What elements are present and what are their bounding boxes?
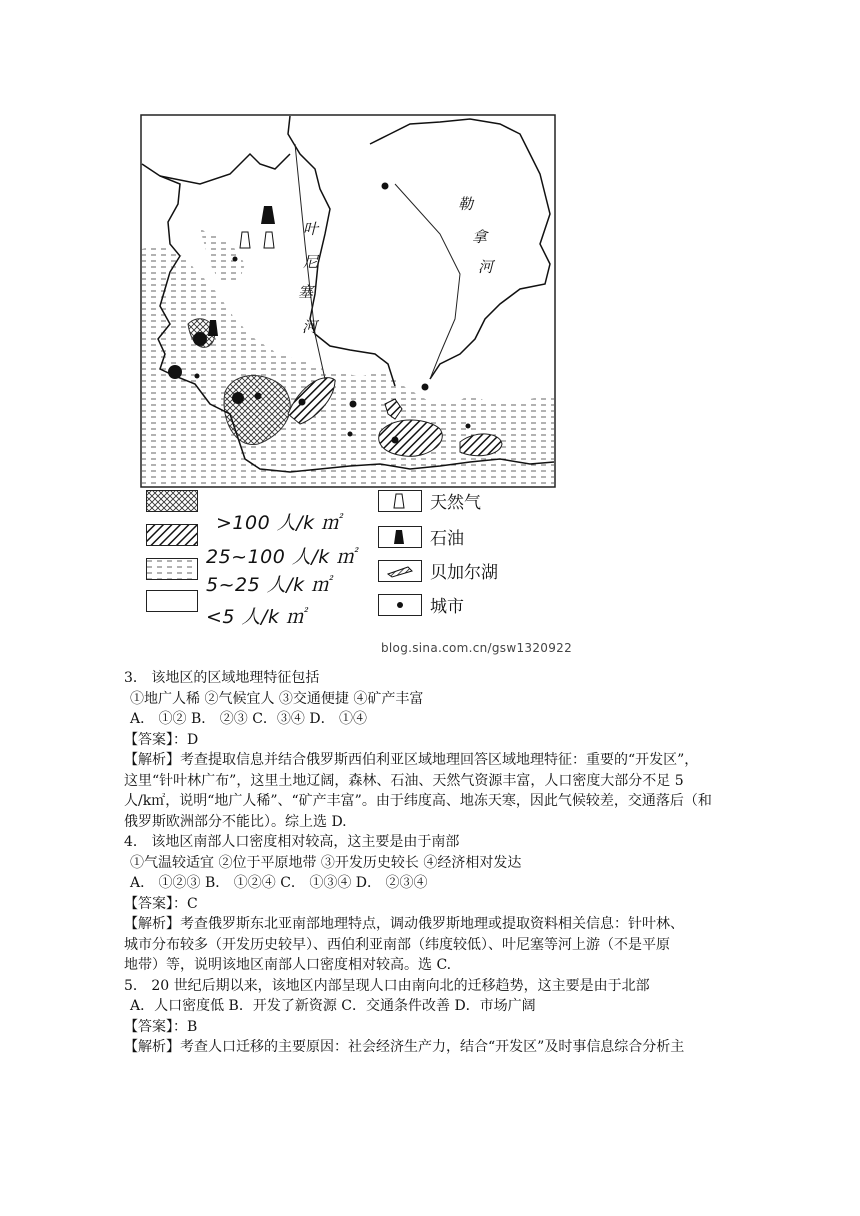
analysis-line: 【解析】考查俄罗斯东北亚南部地理特点，调动俄罗斯地理或提取资料相关信息：针叶林、	[124, 916, 684, 932]
legend-label: 贝加尔湖	[430, 563, 498, 583]
legend-row-oil	[378, 524, 464, 549]
analysis-line: 【解析】考查人口迁移的主要原因：社会经济生产力，结合“开发区”及时事信息综合分析主	[124, 1039, 685, 1055]
legend-label: <5 人/k ㎡	[206, 606, 306, 628]
legend-row-city	[378, 592, 464, 617]
siberia-population-map	[140, 114, 556, 488]
question-4	[124, 832, 744, 976]
oil-icon	[378, 526, 422, 548]
city-dot-icon	[168, 365, 182, 379]
legend-label: 天然气	[430, 493, 481, 513]
lena-label: 河	[478, 258, 494, 276]
city-dot-icon	[422, 384, 429, 391]
legend-row-over-100	[146, 490, 198, 512]
legend-label: >100 人/k ㎡	[216, 512, 341, 534]
answer: 【答案】：C	[124, 895, 198, 912]
legend-row-under-5	[146, 590, 198, 612]
city-dot-icon	[382, 183, 389, 190]
lena-label: 勒	[458, 195, 474, 213]
city-dot-icon	[378, 594, 422, 616]
city-dot-icon	[255, 393, 262, 400]
question-choices: A． ①②③ B． ①②④ C． ①③④ D． ②③④	[130, 875, 428, 891]
legend-label: 25~100 人/k ㎡	[206, 546, 356, 568]
city-dot-icon	[299, 399, 306, 406]
watermark: blog.sina.com.cn/gsw1320922	[381, 641, 573, 655]
legend-row-gas	[378, 488, 481, 513]
analysis-line: 这里“针叶林广布”，这里土地辽阔，森林、石油、天然气资源丰富，人口密度大部分不足 5	[124, 772, 684, 789]
analysis-line: 俄罗斯欧洲部分不能比）。综上选 D.	[124, 813, 347, 830]
city-dot-icon	[193, 332, 207, 346]
question-list	[124, 668, 744, 1058]
yenisei-label: 塞	[298, 283, 314, 301]
question-choices: A．人口密度低 B．开发了新资源 C．交通条件改善 D．市场广阔	[130, 998, 536, 1014]
city-dot-icon	[466, 424, 471, 429]
analysis-line: 人/k㎡，说明“地广人稀”、“矿产丰富”。由于纬度高、地冻天寒，因此气候较差，交通落后（和	[124, 793, 712, 809]
dashes-swatch-icon	[146, 558, 198, 580]
question-stem: 4． 该地区南部人口密度相对较高，这主要是由于南部	[124, 834, 460, 850]
natural-gas-icon	[240, 232, 250, 248]
legend-label: 石油	[430, 529, 464, 549]
answer: 【答案】：B	[124, 1018, 198, 1035]
city-dot-icon	[232, 392, 244, 404]
city-dot-icon	[233, 257, 238, 262]
city-dot-icon	[392, 437, 399, 444]
analysis-line: 城市分布较多（开发历史较早）、西伯利亚南部（纬度较低）、叶尼塞等河上游（不是平原	[124, 936, 670, 953]
lake-baikal-icon	[378, 560, 422, 582]
answer: 【答案】：D	[124, 731, 199, 748]
question-stem: 3． 该地区的区域地理特征包括	[124, 670, 320, 686]
question-3	[124, 668, 744, 832]
yenisei-label: 河	[302, 318, 318, 336]
legend-row-5-25	[146, 558, 198, 580]
blank-swatch-icon	[146, 590, 198, 612]
question-options: ①气温较适宜 ②位于平原地带 ③开发历史较长 ④经济相对发达	[130, 854, 522, 871]
question-5	[124, 976, 744, 1058]
question-choices: A． ①② B． ②③ C．③④ D． ①④	[130, 711, 368, 727]
question-options: ①地广人稀 ②气候宜人 ③交通便捷 ④矿产丰富	[130, 690, 424, 707]
city-dot-icon	[350, 401, 357, 408]
analysis-line: 地带）等，说明该地区南部人口密度相对较高。选 C.	[124, 957, 452, 973]
legend-row-25-100	[146, 524, 198, 546]
legend-label: 5~25 人/k ㎡	[206, 574, 331, 596]
analysis-line: 【解析】考查提取信息并结合俄罗斯西伯利亚区域地理回答区域地理特征：重要的“开发区”，	[124, 752, 699, 768]
natural-gas-icon	[264, 232, 274, 248]
legend-label: 城市	[430, 597, 464, 617]
natural-gas-icon	[378, 490, 422, 512]
city-dot-icon	[195, 374, 200, 379]
crosshatch-swatch-icon	[146, 490, 198, 512]
city-dot-icon	[348, 432, 353, 437]
legend-row-baikal	[378, 558, 498, 583]
question-stem: 5． 20 世纪后期以来，该地区内部呈现人口由南向北的迁移趋势，这主要是由于北部	[124, 977, 650, 994]
lena-label: 拿	[472, 228, 488, 246]
yenisei-label: 尼	[303, 253, 319, 271]
diagonal-swatch-icon	[146, 524, 198, 546]
yenisei-label: 叶	[303, 220, 319, 238]
map-legend	[140, 484, 560, 628]
